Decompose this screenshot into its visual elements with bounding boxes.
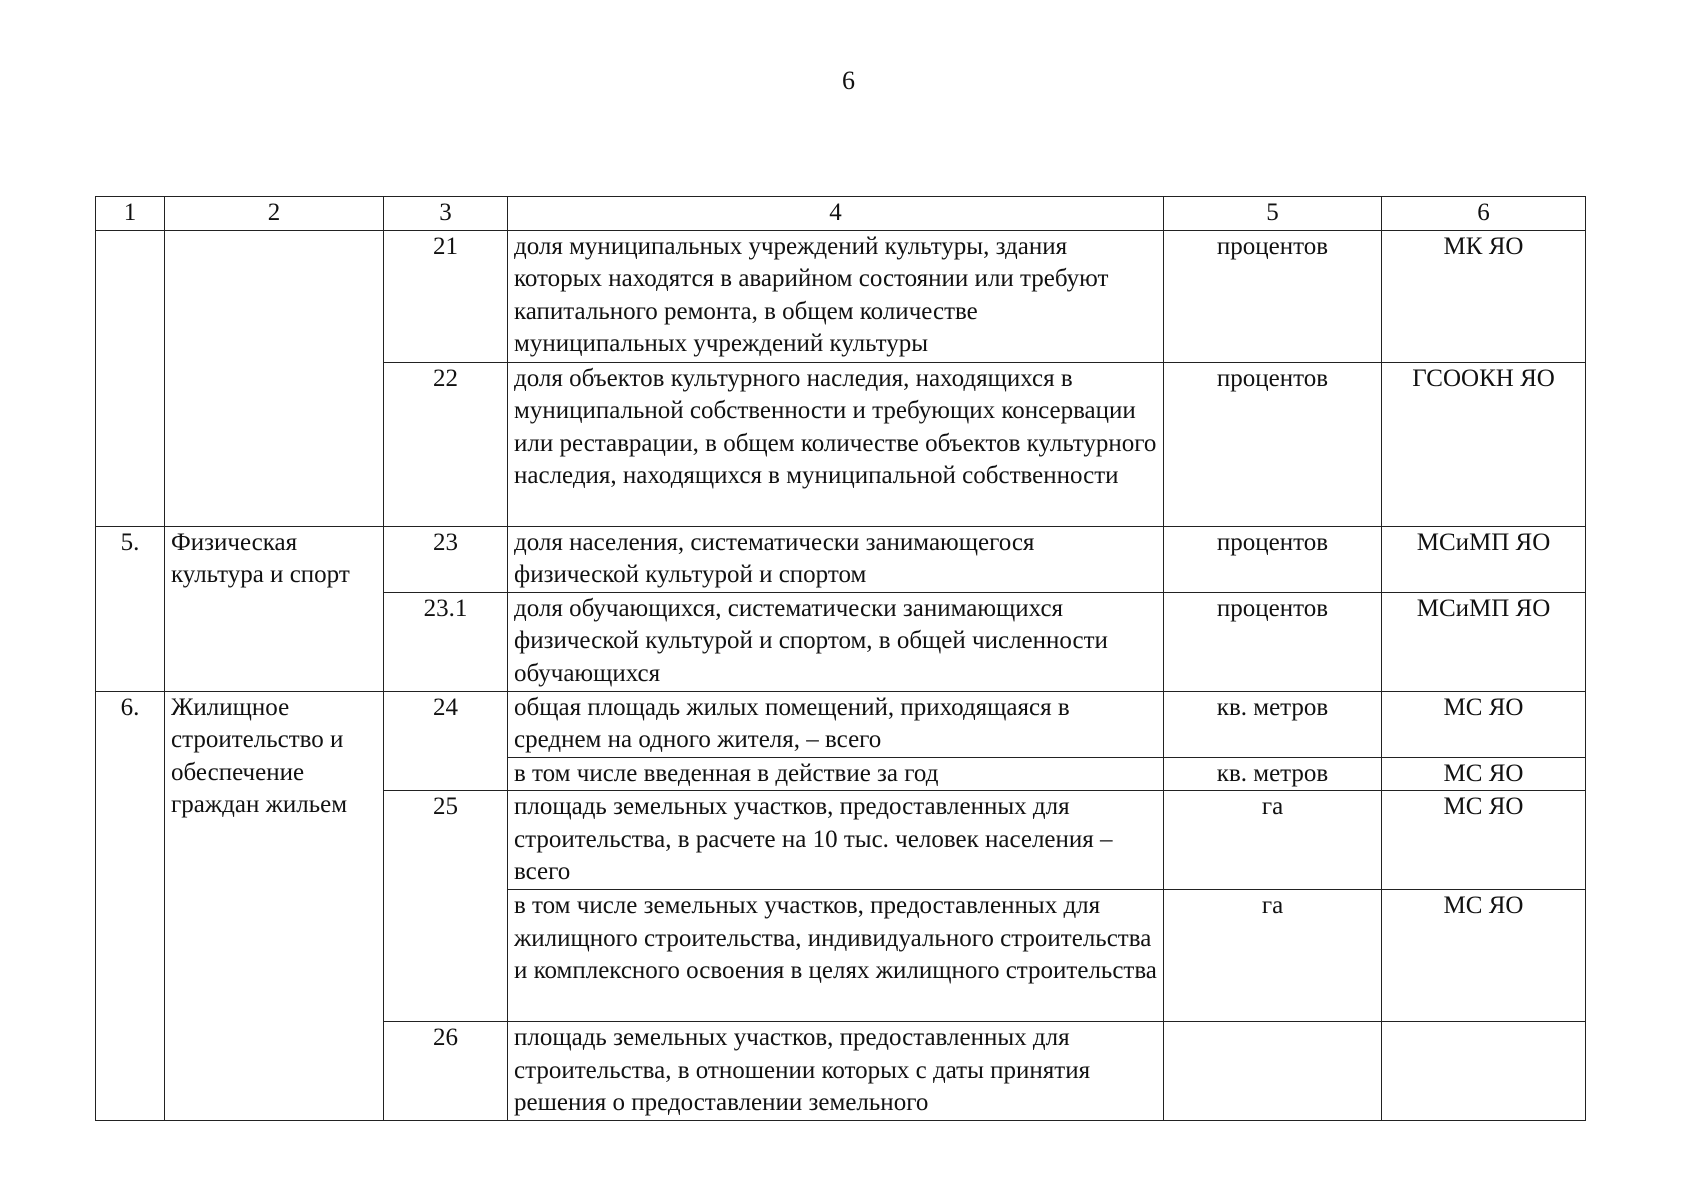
section-name: Жилищное строительство и обеспечение граждан жильем — [165, 691, 384, 1121]
responsible-org: МСиМП ЯО — [1382, 592, 1586, 691]
indicator-description: площадь земельных участков, предоставленных для строительства, в расчете на 10 тыс. человек населения – всего — [508, 791, 1164, 890]
table-row — [96, 230, 1586, 362]
indicator-unit: кв. метров — [1164, 757, 1382, 791]
responsible-org: МСиМП ЯО — [1382, 526, 1586, 592]
responsible-org: ГСООКН ЯО — [1382, 362, 1586, 526]
indicator-description: доля обучающихся, систематически занимающихся физической культурой и спортом, в общей численности обучающихся — [508, 592, 1164, 691]
indicator-description: в том числе введенная в действие за год — [508, 757, 1164, 791]
section-number: 6. — [96, 691, 165, 1121]
header-cell: 6 — [1382, 197, 1586, 231]
indicator-unit: кв. метров — [1164, 691, 1382, 757]
section-name-cell — [165, 230, 384, 526]
indicator-code: 25 — [384, 791, 508, 1022]
table-header-row — [96, 197, 1586, 231]
header-cell: 3 — [384, 197, 508, 231]
indicator-description: доля муниципальных учреждений культуры, здания которых находятся в аварийном состоянии или требуют капитального ремонта, в общем количестве муниципальных учреждений культуры — [508, 230, 1164, 362]
table-row — [96, 526, 1586, 592]
indicator-code: 24 — [384, 691, 508, 791]
page-number: 6 — [842, 66, 855, 95]
section-number: 5. — [96, 526, 165, 691]
indicator-description: доля населения, систематически занимающегося физической культурой и спортом — [508, 526, 1164, 592]
indicator-description: общая площадь жилых помещений, приходящаяся в среднем на одного жителя, – всего — [508, 691, 1164, 757]
responsible-org: МС ЯО — [1382, 890, 1586, 1022]
indicators-table — [95, 196, 1586, 1121]
section-number-cell — [96, 230, 165, 526]
responsible-org: МК ЯО — [1382, 230, 1586, 362]
header-cell: 1 — [96, 197, 165, 231]
header-cell: 4 — [508, 197, 1164, 231]
indicator-code: 22 — [384, 362, 508, 526]
indicator-description: в том числе земельных участков, предоставленных для жилищного строительства, индивидуального строительства и комплексного освоения в целях жилищного строительства — [508, 890, 1164, 1022]
indicator-code: 23.1 — [384, 592, 508, 691]
indicator-unit: процентов — [1164, 592, 1382, 691]
header-cell: 5 — [1164, 197, 1382, 231]
section-name: Физическая культура и спорт — [165, 526, 384, 691]
indicator-code: 23 — [384, 526, 508, 592]
responsible-org: МС ЯО — [1382, 691, 1586, 757]
table-row — [96, 691, 1586, 757]
responsible-org: МС ЯО — [1382, 791, 1586, 890]
indicator-unit: процентов — [1164, 362, 1382, 526]
indicator-unit: га — [1164, 791, 1382, 890]
indicator-description: площадь земельных участков, предоставленных для строительства, в отношении которых с даты принятия решения о предоставлении земельного — [508, 1022, 1164, 1121]
responsible-org: МС ЯО — [1382, 757, 1586, 791]
indicator-code: 26 — [384, 1022, 508, 1121]
indicator-description: доля объектов культурного наследия, находящихся в муниципальной собственности и требующих консервации или реставрации, в общем количестве объектов культурного наследия, находящихся в муниципальной собственности — [508, 362, 1164, 526]
responsible-org — [1382, 1022, 1586, 1121]
indicator-unit — [1164, 1022, 1382, 1121]
indicator-unit: га — [1164, 890, 1382, 1022]
header-cell: 2 — [165, 197, 384, 231]
indicator-code: 21 — [384, 230, 508, 362]
indicator-unit: процентов — [1164, 230, 1382, 362]
indicator-unit: процентов — [1164, 526, 1382, 592]
